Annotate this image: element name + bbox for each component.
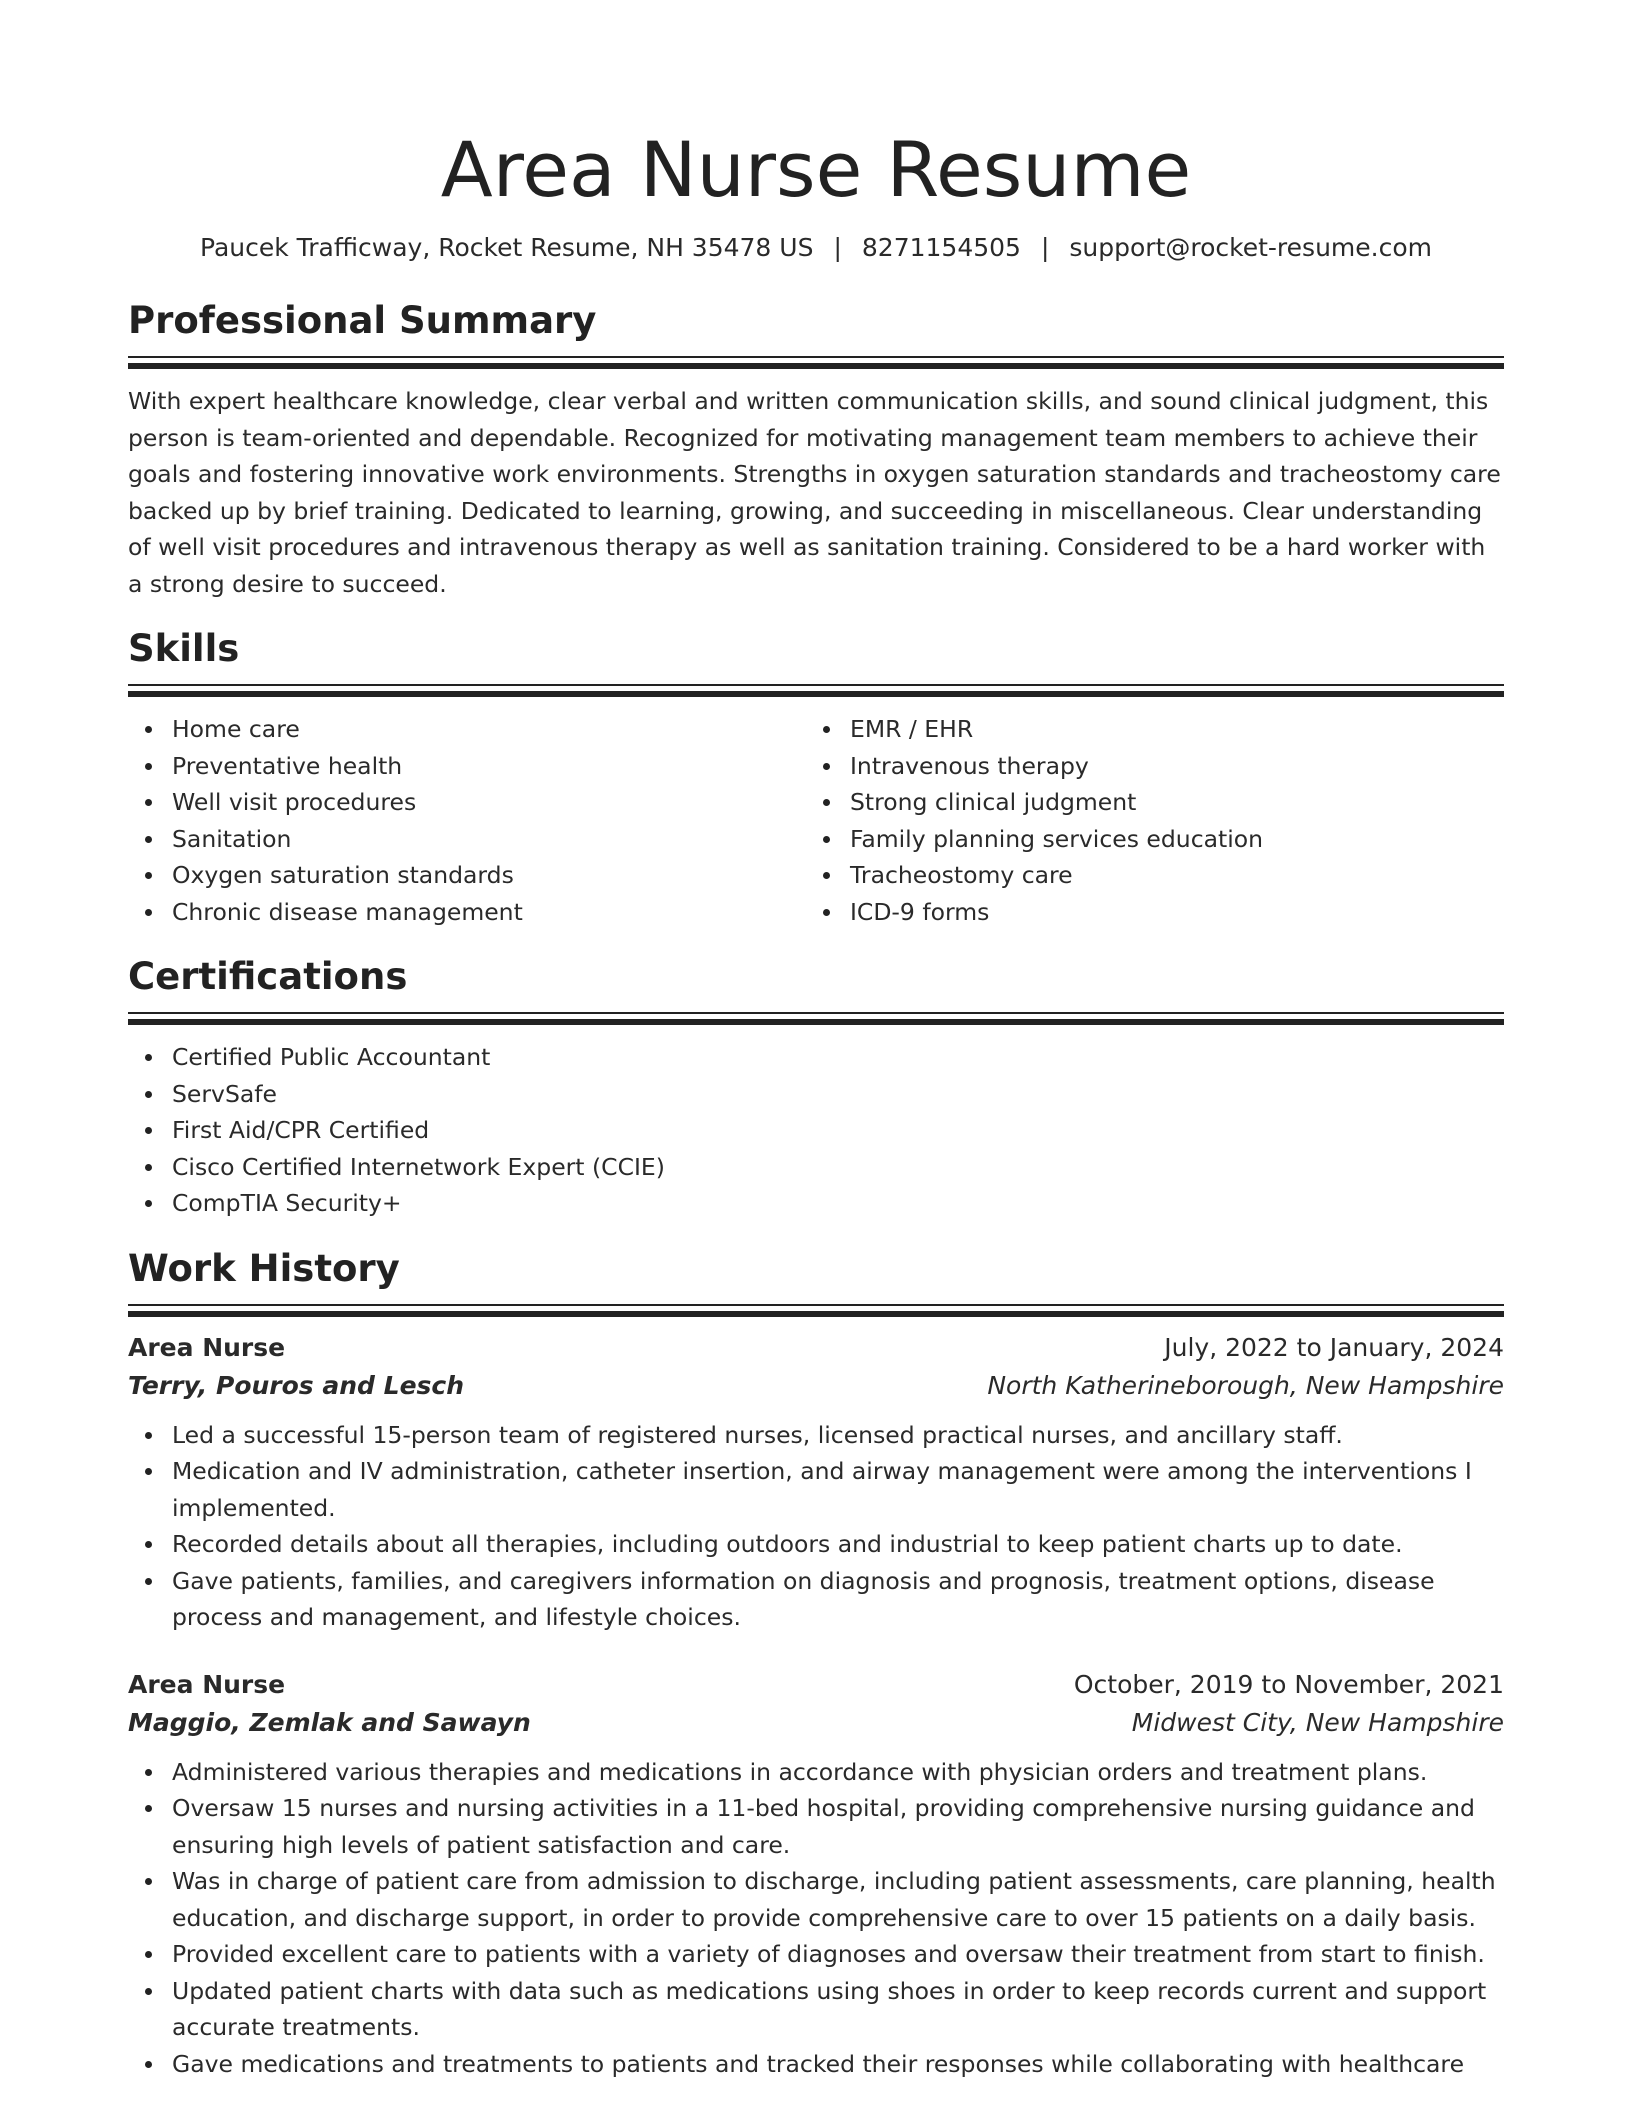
job-subheader xyxy=(128,1704,1504,1742)
job-bullet: Administered various therapies and medications in accordance with physician orders and treatment plans. xyxy=(172,1754,1504,1791)
section-divider xyxy=(128,1012,1504,1025)
job-location: North Katherineborough, New Hampshire xyxy=(987,1370,1504,1400)
job-bullet: Medication and IV administration, catheter insertion, and airway management were among the interventions I implemented. xyxy=(172,1453,1504,1526)
job-bullet: Oversaw 15 nurses and nursing activities in a 11-bed hospital, providing comprehensive nursing guidance and ensuring high levels of patient satisfaction and care. xyxy=(172,1790,1504,1863)
skill-item: Intravenous therapy xyxy=(850,748,1484,785)
section-divider xyxy=(128,684,1504,697)
skills-heading: Skills xyxy=(128,627,240,670)
job-bullet: Was in charge of patient care from admission to discharge, including patient assessments, care planning, health education, and discharge support, in order to provide comprehensive care to over 15 patients on a daily basis. xyxy=(172,1863,1504,1936)
job-bullet: Recorded details about all therapies, including outdoors and industrial to keep patient charts up to date. xyxy=(172,1526,1504,1563)
certification-item: Cisco Certified Internetwork Expert (CCIE) xyxy=(172,1149,1504,1186)
skill-item: Tracheostomy care xyxy=(850,857,1484,894)
certifications-heading: Certifications xyxy=(128,955,408,998)
page-title: Area Nurse Resume xyxy=(440,125,1192,214)
skill-item: Chronic disease management xyxy=(172,894,806,931)
contact-address: Paucek Trafficway, Rocket Resume, NH 35478 US xyxy=(200,233,814,262)
skills-column-right xyxy=(806,711,1484,930)
certifications-section xyxy=(128,954,1504,1222)
skills-columns xyxy=(128,711,1504,930)
certification-item: CompTIA Security+ xyxy=(172,1185,1504,1222)
skill-item: Home care xyxy=(172,711,806,748)
skill-item: EMR / EHR xyxy=(850,711,1484,748)
summary-section xyxy=(128,298,1504,602)
skills-section xyxy=(128,626,1504,930)
contact-email: support@rocket-resume.com xyxy=(1069,233,1432,262)
job-header xyxy=(128,1666,1504,1704)
work-heading: Work History xyxy=(128,1246,400,1290)
job-location: Midwest City, New Hampshire xyxy=(1131,1707,1504,1737)
skill-item: Well visit procedures xyxy=(172,784,806,821)
summary-text: With expert healthcare knowledge, clear verbal and written communication skills, and sound clinical judgment, this person is team-oriented and dependable. Recognized for motivating management team members to achieve their goals and fostering innovative work environments. Strengths in oxygen saturation standards and tracheostomy care backed up by brief training. Dedicated to learning, growing, and succeeding in miscellaneous. Clear understanding of well visit procedures and intravenous therapy as well as sanitation training. Considered to be a hard worker with a strong desire to succeed. xyxy=(128,387,1501,598)
contact-phone: 8271154505 xyxy=(861,233,1021,262)
job-company: Maggio, Zemlak and Sawayn xyxy=(128,1707,531,1737)
job-subheader xyxy=(128,1367,1504,1405)
job-bullet: Gave patients, families, and caregivers information on diagnosis and prognosis, treatment options, disease process and management, and lifestyle choices. xyxy=(172,1563,1504,1636)
job-dates: July, 2022 to January, 2024 xyxy=(1164,1332,1504,1362)
contact-separator: | xyxy=(833,233,842,262)
job-bullet: Updated patient charts with data such as medications using shoes in order to keep records current and support accurate treatments. xyxy=(172,1973,1504,2046)
job-company: Terry, Pouros and Lesch xyxy=(128,1370,465,1400)
certification-item: ServSafe xyxy=(172,1076,1504,1113)
job-bullet: Gave medications and treatments to patients and tracked their responses while collaborating with healthcare xyxy=(172,2046,1504,2083)
job-entry xyxy=(128,1666,1504,2083)
job-bullet: Provided excellent care to patients with a variety of diagnoses and oversaw their treatment from start to finish. xyxy=(172,1936,1504,1973)
certification-item: First Aid/CPR Certified xyxy=(172,1112,1504,1149)
skill-item: Strong clinical judgment xyxy=(850,784,1484,821)
resume-page xyxy=(128,0,1504,2082)
skills-column-left xyxy=(128,711,806,930)
job-title: Area Nurse xyxy=(128,1669,286,1699)
section-divider xyxy=(128,1304,1504,1317)
skill-item: Sanitation xyxy=(172,821,806,858)
contact-line xyxy=(128,232,1504,264)
job-entry xyxy=(128,1329,1504,1636)
work-section xyxy=(128,1246,1504,2083)
contact-separator: | xyxy=(1040,233,1050,262)
summary-heading: Professional Summary xyxy=(128,299,597,342)
job-bullet: Led a successful 15-person team of registered nurses, licensed practical nurses, and ancillary staff. xyxy=(172,1417,1504,1454)
skill-item: Preventative health xyxy=(172,748,806,785)
job-title: Area Nurse xyxy=(128,1332,286,1362)
job-dates: October, 2019 to November, 2021 xyxy=(1073,1669,1504,1699)
job-header xyxy=(128,1329,1504,1367)
skill-item: ICD-9 forms xyxy=(850,894,1484,931)
skill-item: Oxygen saturation standards xyxy=(172,857,806,894)
certification-item: Certified Public Accountant xyxy=(172,1039,1504,1076)
section-divider xyxy=(128,356,1504,369)
skill-item: Family planning services education xyxy=(850,821,1484,858)
